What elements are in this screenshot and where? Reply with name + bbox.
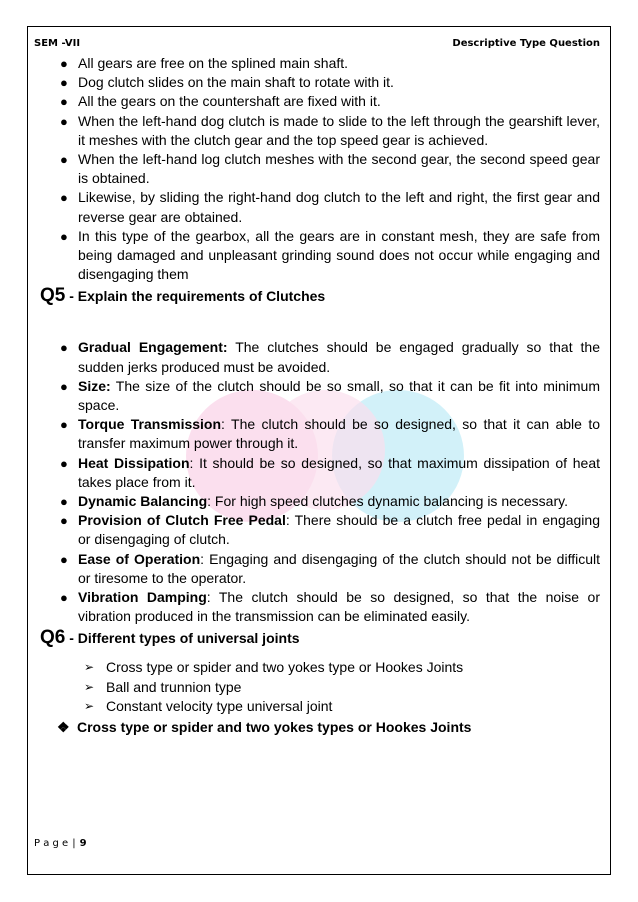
list-item-text: Ball and trunnion type bbox=[106, 678, 242, 695]
page-footer bbox=[34, 838, 87, 849]
bullet-icon: ● bbox=[60, 152, 68, 168]
requirement-term: Vibration Damping bbox=[78, 589, 207, 606]
requirement-term: Torque Transmission bbox=[78, 416, 222, 433]
list-item-text: Dog clutch slides on the main shaft to rotate with it. bbox=[78, 74, 394, 91]
question-number: Q6 bbox=[40, 627, 66, 649]
bullet-icon: ● bbox=[60, 228, 68, 244]
requirement-term: Size: bbox=[78, 377, 111, 394]
page-header bbox=[34, 38, 600, 54]
page-content bbox=[40, 54, 600, 737]
bullet-icon: ● bbox=[60, 75, 68, 91]
subheading-text: Cross type or spider and two yokes types or Hookes Joints bbox=[77, 718, 472, 735]
bullet-icon: ● bbox=[60, 56, 68, 71]
question-type-label: Descriptive Type Question bbox=[452, 38, 600, 49]
requirement-term: Ease of Operation bbox=[78, 550, 201, 567]
requirement-text: The clutches should be engaged gradually so that the sudden jerks produced must be avoided. bbox=[78, 339, 601, 375]
list-item-text: Likewise, by sliding the right-hand dog clutch to the left and right, the first gear and reverse gear are obtained. bbox=[78, 189, 600, 225]
bullet-icon: ● bbox=[60, 417, 68, 433]
bullet-icon: ● bbox=[60, 378, 68, 394]
question-title: - Different types of universal joints bbox=[65, 630, 300, 647]
list-item bbox=[40, 92, 600, 111]
subheading-hookes-joint bbox=[40, 717, 600, 737]
list-item bbox=[40, 550, 600, 588]
clutch-requirements-list bbox=[40, 338, 600, 626]
requirement-text: : Engaging and disengaging of the clutch should not be difficult or tiresome to the operator. bbox=[78, 550, 600, 586]
question-title: - Explain the requirements of Clutches bbox=[65, 288, 326, 305]
page-label: P a g e bbox=[34, 838, 69, 849]
list-item bbox=[40, 658, 600, 678]
diamond-bullet-icon: ❖ bbox=[57, 718, 70, 735]
semester-label: SEM -VII bbox=[34, 38, 81, 49]
list-item bbox=[40, 415, 600, 453]
bullet-icon: ● bbox=[60, 590, 68, 606]
requirement-term: Gradual Engagement: bbox=[78, 339, 228, 356]
list-item bbox=[40, 678, 600, 698]
question-number: Q5 bbox=[40, 285, 66, 307]
list-item-text: When the left-hand dog clutch is made to slide to the left through the gearshift lever, it meshes with the clutch gear and the top speed gear is achieved. bbox=[78, 112, 600, 148]
list-item bbox=[40, 377, 600, 415]
list-item-text: Cross type or spider and two yokes type or Hookes Joints bbox=[106, 659, 464, 676]
list-item bbox=[40, 697, 600, 717]
bullet-icon: ● bbox=[60, 340, 68, 356]
arrow-bullet-icon: ➢ bbox=[84, 679, 95, 694]
question-5-heading bbox=[40, 284, 600, 308]
joint-types-list bbox=[40, 658, 600, 717]
requirement-text: The size of the clutch should be so small, so that it can be fit into minimum space. bbox=[78, 377, 600, 414]
requirement-term: Dynamic Balancing bbox=[78, 493, 208, 510]
gearbox-points-list bbox=[40, 54, 600, 284]
requirement-text: : For high speed clutches dynamic balancing is necessary. bbox=[207, 493, 568, 510]
list-item bbox=[40, 492, 600, 511]
list-item bbox=[40, 54, 600, 73]
requirement-text: : The clutch should be so designed, so that it can able to transfer maximum power through it. bbox=[78, 416, 600, 452]
requirement-term: Heat Dissipation bbox=[78, 454, 190, 471]
bullet-icon: ● bbox=[60, 455, 68, 471]
page-number: 9 bbox=[79, 838, 87, 849]
list-item bbox=[40, 338, 600, 376]
question-6-heading bbox=[40, 626, 600, 650]
bullet-icon: ● bbox=[60, 113, 68, 129]
bullet-icon: ● bbox=[60, 190, 68, 206]
list-item bbox=[40, 73, 600, 92]
requirement-text: : There should be a clutch free pedal in engaging or disengaging of clutch. bbox=[78, 512, 600, 548]
list-item-text: When the left-hand log clutch meshes with the second gear, the second speed gear is obtained. bbox=[78, 151, 600, 187]
bullet-icon: ● bbox=[60, 551, 68, 567]
arrow-bullet-icon: ➢ bbox=[84, 699, 95, 714]
list-item bbox=[40, 112, 600, 150]
list-item-text: All the gears on the countershaft are fixed with it. bbox=[78, 93, 381, 110]
page-separator: | bbox=[72, 838, 76, 849]
bullet-icon: ● bbox=[60, 513, 68, 529]
bullet-icon: ● bbox=[60, 94, 68, 110]
arrow-bullet-icon: ➢ bbox=[84, 660, 95, 675]
list-item bbox=[40, 511, 600, 549]
list-item bbox=[40, 227, 600, 285]
bullet-icon: ● bbox=[60, 494, 68, 510]
list-item-text: In this type of the gearbox, all the gears are in constant mesh, they are safe from being damaged and unpleasant grinding sound does not occur while engaging and disengaging them bbox=[78, 227, 600, 283]
list-item bbox=[40, 188, 600, 226]
list-item-text: Constant velocity type universal joint bbox=[106, 698, 333, 715]
list-item-text: All gears are free on the splined main shaft. bbox=[78, 55, 349, 71]
list-item bbox=[40, 588, 600, 626]
requirement-text: : The clutch should be so designed, so that the noise or vibration produced in the transmission can be eliminated easily. bbox=[78, 589, 600, 625]
requirement-term: Provision of Clutch Free Pedal bbox=[78, 512, 286, 529]
list-item bbox=[40, 454, 600, 492]
requirement-text: : It should be so designed, so that maximum dissipation of heat takes place from it. bbox=[78, 454, 600, 490]
list-item bbox=[40, 150, 600, 188]
